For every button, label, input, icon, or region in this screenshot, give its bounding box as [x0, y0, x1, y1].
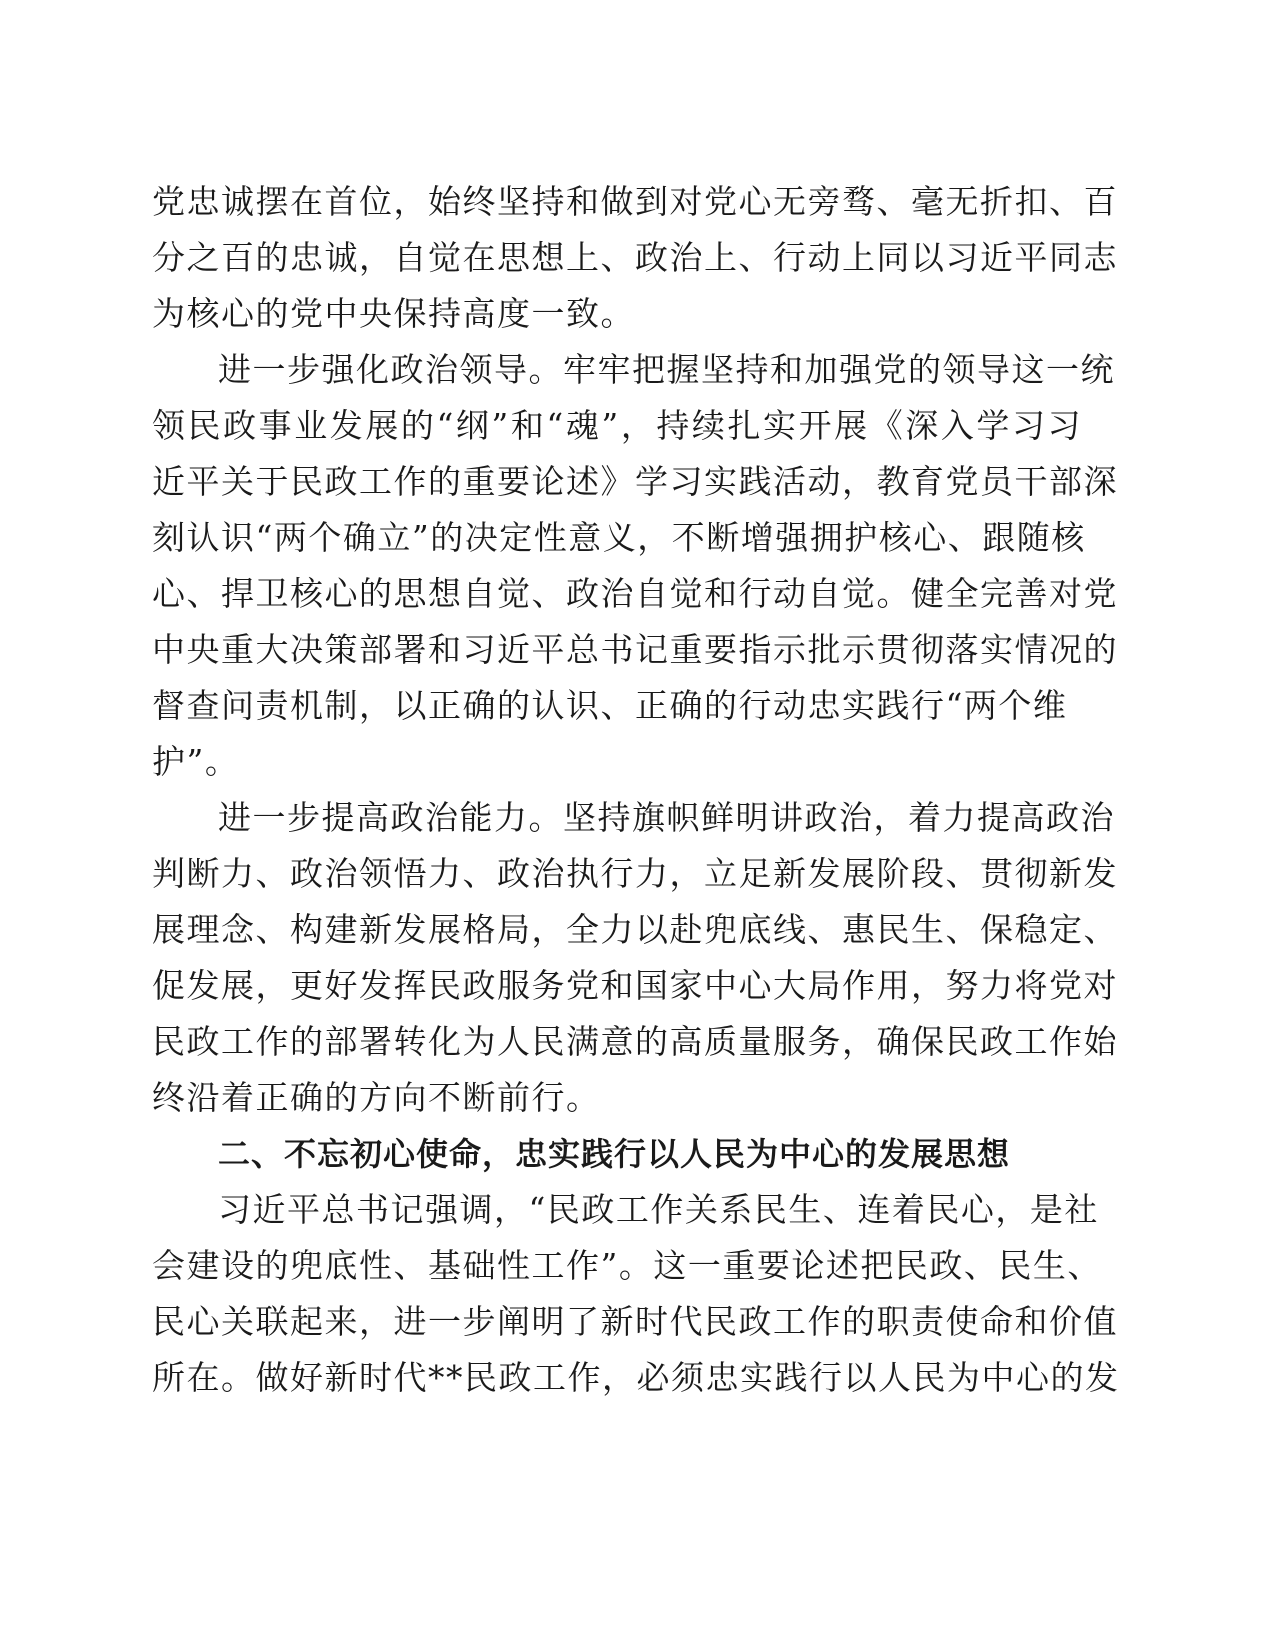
text-line: 终沿着正确的方向不断前行。: [152, 1078, 601, 1117]
text-line: 中央重大决策部署和习近平总书记重要指示批示贯彻落实情况的: [152, 630, 1118, 669]
paragraph-start-line: 习近平总书记强调，“民政工作关系民生、连着民心，是社: [218, 1190, 1099, 1229]
text-line: 展理念、构建新发展格局，全力以赴兜底线、惠民生、保稳定、: [152, 910, 1118, 949]
text-line: 促发展，更好发挥民政服务党和国家中心大局作用，努力将党对: [152, 966, 1118, 1005]
text-line: 领民政事业发展的“纲”和“魂”，持续扎实开展《深入学习习: [152, 406, 1082, 445]
paragraph-start-line: 进一步强化政治领导。牢牢把握坚持和加强党的领导这一统: [218, 350, 1115, 389]
text-line: 所在。做好新时代**民政工作，必须忠实践行以人民为中心的发: [152, 1358, 1120, 1397]
text-line: 分之百的忠诚，自觉在思想上、政治上、行动上同以习近平同志: [152, 238, 1118, 277]
section-heading: 二、不忘初心使命，忠实践行以人民为中心的发展思想: [218, 1135, 1011, 1173]
text-line: 判断力、政治领悟力、政治执行力，立足新发展阶段、贯彻新发: [152, 854, 1118, 893]
text-line: 民政工作的部署转化为人民满意的高质量服务，确保民政工作始: [152, 1022, 1118, 1061]
text-line: 会建设的兜底性、基础性工作”。这一重要论述把民政、民生、: [152, 1246, 1102, 1285]
text-line: 党忠诚摆在首位，始终坚持和做到对党心无旁骛、毫无折扣、百: [152, 182, 1118, 221]
paragraph-start-line: 进一步提高政治能力。坚持旗帜鲜明讲政治，着力提高政治: [218, 798, 1115, 837]
text-line: 督查问责机制，以正确的认识、正确的行动忠实践行“两个维: [152, 686, 1068, 725]
text-line: 为核心的党中央保持高度一致。: [152, 294, 635, 333]
text-line: 护”。: [152, 742, 240, 781]
text-line: 心、捍卫核心的思想自觉、政治自觉和行动自觉。健全完善对党: [152, 574, 1118, 613]
text-line: 近平关于民政工作的重要论述》学习实践活动，教育党员干部深: [152, 462, 1118, 501]
text-line: 刻认识“两个确立”的决定性意义，不断增强拥护核心、跟随核: [152, 518, 1086, 557]
text-line: 民心关联起来，进一步阐明了新时代民政工作的职责使命和价值: [152, 1302, 1118, 1341]
